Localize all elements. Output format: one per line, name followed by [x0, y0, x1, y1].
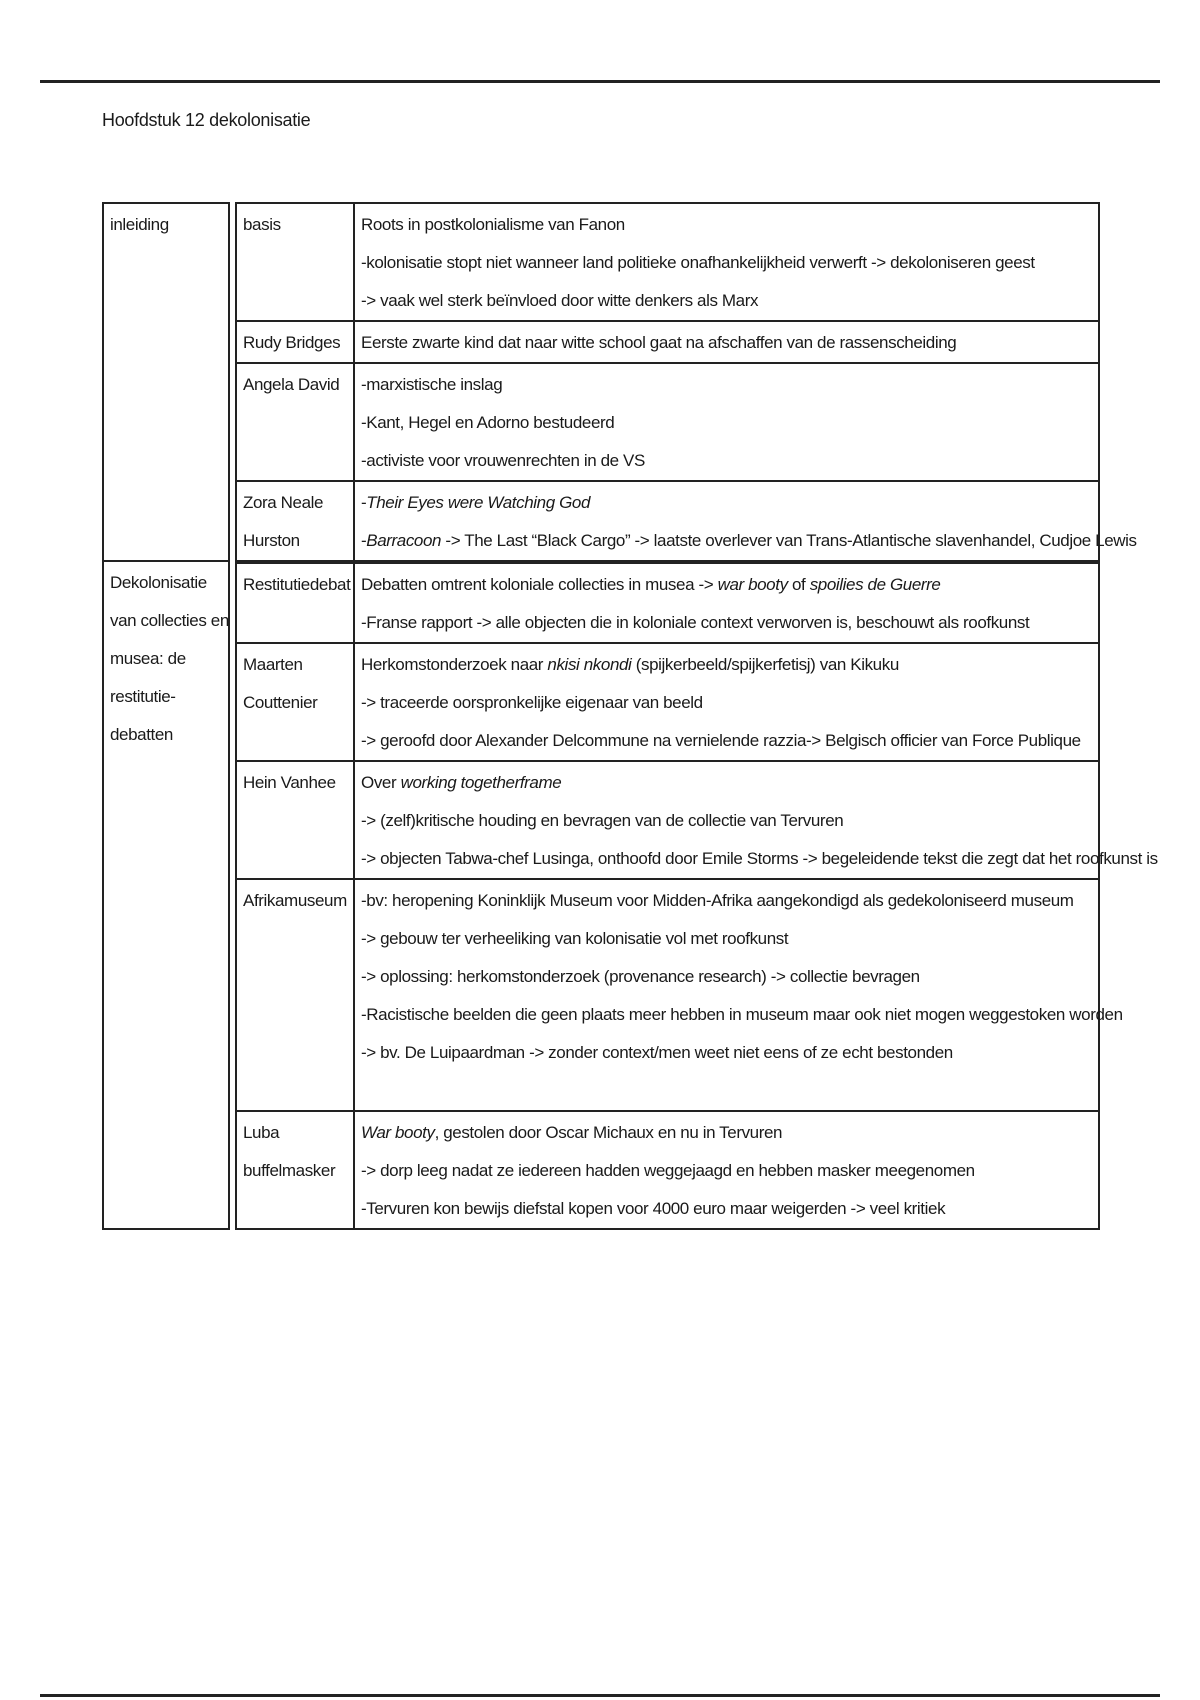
document-title: Hoofdstuk 12 dekolonisatie [102, 110, 311, 130]
row-value: -marxistische inslag -Kant, Hegel en Adorno bestudeerd -activiste voor vrouwenrechten in de VS [353, 362, 1100, 480]
row-value: Herkomstonderzoek naar nkisi nkondi (spijkerbeeld/spijkerfetisj) van Kikuku -> traceerde oorspronkelijke eigenaar van beeld -> geroofd door Alexander Delcommune na vernielende razzia-> Belgisch officier van Force Publique [353, 642, 1100, 760]
table-row [102, 878, 1100, 1110]
row-key: Angela David [237, 362, 353, 480]
row-value: War booty, gestolen door Oscar Michaux en nu in Tervuren -> dorp leeg nadat ze iedereen hadden weggejaagd en hebben masker meegenomen -Tervuren kon bewijs diefstal kopen voor 4000 euro maar weigerden -> veel kritiek [353, 1110, 1100, 1230]
table-row [102, 362, 1100, 480]
row-key: Hein Vanhee [237, 760, 353, 878]
row-key: Maarten Couttenier [237, 642, 353, 760]
table-row [102, 1110, 1100, 1230]
row-key: Rudy Bridges [237, 320, 353, 362]
row-key: Luba buffelmasker [237, 1110, 353, 1230]
row-value: Roots in postkolonialisme van Fanon -kolonisatie stopt niet wanneer land politieke onafhankelijkheid verwerft -> dekoloniseren geest -> vaak wel sterk beïnvloed door witte denkers als Marx [353, 202, 1100, 320]
row-value: -Their Eyes were Watching God -Barracoon -> The Last “Black Cargo” -> laatste overlever van Trans-Atlantische slavenhandel, Cudjoe Lewis [353, 480, 1100, 560]
row-value: -bv: heropening Koninklijk Museum voor Midden-Afrika aangekondigd als gedekoloniseerd museum -> gebouw ter verheeliking van kolonisatie vol met roofkunst -> oplossing: herkomstonderzoek (provenance research) -> collectie bevragen -Racistische beelden die geen plaats meer hebben in museum maar ook niet mogen weggestoken worden -> bv. De Luipaardman -> zonder context/men weet niet eens of ze echt bestonden [353, 878, 1100, 1110]
notes-table [102, 202, 1158, 1230]
section-title-inleiding: inleiding [102, 202, 229, 560]
table-row [102, 480, 1100, 560]
table-row [102, 560, 1100, 642]
table-row [102, 642, 1100, 760]
table-row [102, 202, 1100, 320]
row-key: Afrikamuseum [237, 878, 353, 1110]
row-key: Restitutiedebat [237, 560, 353, 642]
footer-rule [40, 1694, 1160, 1697]
row-key: Zora Neale Hurston [237, 480, 353, 560]
header-rule [40, 80, 1160, 83]
section-title-dekolonisatie: Dekolonisatie van collecties en musea: de restitutie- debatten [102, 560, 229, 1230]
table-row [102, 320, 1100, 362]
row-value: Debatten omtrent koloniale collecties in musea -> war booty of spoilies de Guerre -Franse rapport -> alle objecten die in koloniale context verworven is, beschouwt als roofkunst [353, 560, 1100, 642]
table-row [102, 760, 1100, 878]
row-value: Eerste zwarte kind dat naar witte school gaat na afschaffen van de rassenscheiding [353, 320, 1100, 362]
row-value: Over working togetherframe -> (zelf)kritische houding en bevragen van de collectie van Tervuren -> objecten Tabwa-chef Lusinga, onthoofd door Emile Storms -> begeleidende tekst die zegt dat het roofkunst is [353, 760, 1100, 878]
row-key: basis [237, 202, 353, 320]
